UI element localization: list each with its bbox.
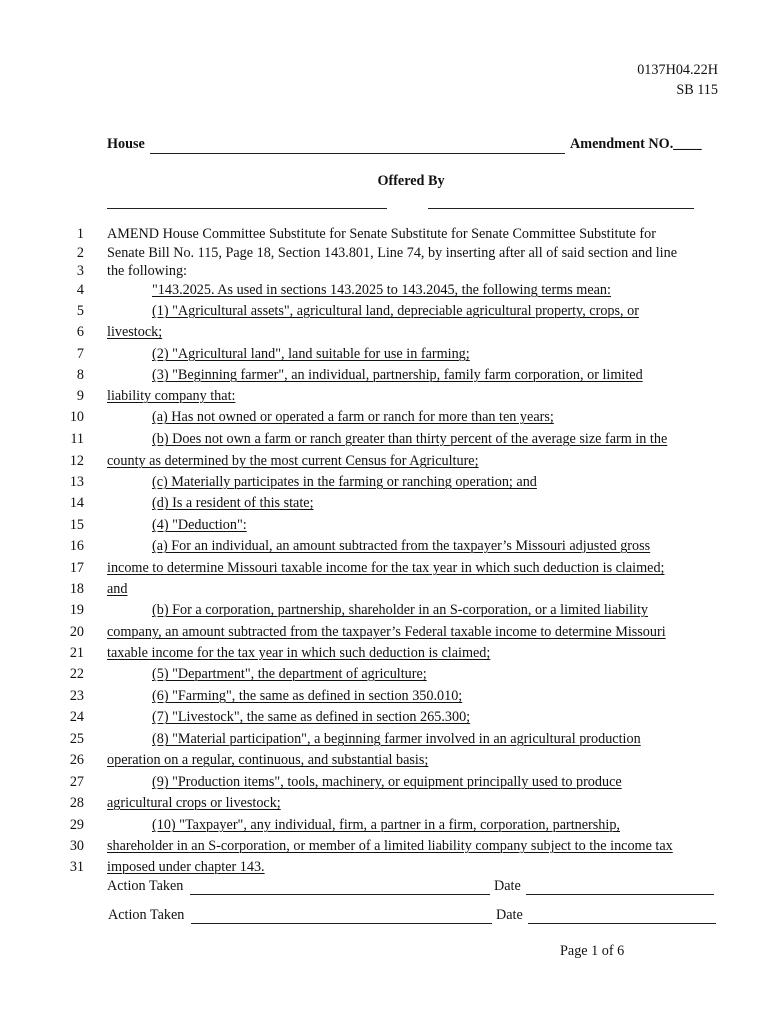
amendment-number-label: Amendment NO.____	[570, 136, 702, 152]
body-line: company, an amount subtracted from the taxpayer’s Federal taxable income to determine Missouri	[107, 624, 666, 640]
bill-number: SB 115	[676, 82, 718, 98]
line-number: 4	[76, 282, 84, 298]
line-number: 1	[76, 226, 84, 242]
line-number: 31	[69, 859, 84, 875]
offered-by-line-left	[107, 208, 387, 209]
body-line: taxable income for the tax year in which such deduction is claimed;	[107, 645, 491, 661]
body-line: (9) "Production items", tools, machinery, or equipment principally used to produce	[152, 774, 622, 790]
line-number: 5	[76, 303, 84, 319]
body-line: (a) For an individual, an amount subtracted from the taxpayer’s Missouri adjusted gross	[152, 538, 651, 554]
body-line: (3) "Beginning farmer", an individual, partnership, family farm corporation, or limited	[152, 367, 643, 383]
line-number: 22	[69, 666, 84, 682]
body-line: (b) Does not own a farm or ranch greater than thirty percent of the average size farm in the	[152, 431, 668, 447]
action-taken-label: Action Taken	[108, 907, 185, 923]
line-number: 26	[69, 752, 84, 768]
body-line: (c) Materially participates in the farming or ranching operation; and	[152, 474, 537, 490]
body-line: (1) "Agricultural assets", agricultural land, depreciable agricultural property, crops, or	[152, 303, 639, 319]
body-line: county as determined by the most current Census for Agriculture;	[107, 453, 479, 469]
action-taken-line	[191, 923, 492, 924]
body-line: imposed under chapter 143.	[107, 859, 265, 875]
body-line: (6) "Farming", the same as defined in section 350.010;	[152, 688, 463, 704]
line-number: 21	[69, 645, 84, 661]
date-label: Date	[494, 878, 521, 894]
body-line: (5) "Department", the department of agriculture;	[152, 666, 427, 682]
line-number: 3	[76, 263, 84, 279]
line-number: 24	[69, 709, 84, 725]
date-line	[528, 923, 716, 924]
action-taken-label: Action Taken	[107, 878, 184, 894]
body-line: (4) "Deduction":	[152, 517, 247, 533]
body-line: and	[107, 581, 128, 597]
body-line: (10) "Taxpayer", any individual, firm, a partner in a firm, corporation, partnership,	[152, 817, 620, 833]
body-line: (2) "Agricultural land", land suitable for use in farming;	[152, 346, 470, 362]
line-number: 16	[69, 538, 84, 554]
body-line: shareholder in an S-corporation, or member of a limited liability company subject to the income tax	[107, 838, 673, 854]
line-number: 13	[69, 474, 84, 490]
body-line: (7) "Livestock", the same as defined in section 265.300;	[152, 709, 471, 725]
line-number: 19	[69, 602, 84, 618]
line-number: 29	[69, 817, 84, 833]
body-line: income to determine Missouri taxable income for the tax year in which such deduction is claimed;	[107, 560, 665, 576]
line-number: 20	[69, 624, 84, 640]
body-line: (d) Is a resident of this state;	[152, 495, 314, 511]
line-number: 28	[69, 795, 84, 811]
body-line: (8) "Material participation", a beginning farmer involved in an agricultural production	[152, 731, 641, 747]
body-line: AMEND House Committee Substitute for Senate Substitute for Senate Committee Substitute for	[107, 226, 656, 242]
line-number: 18	[69, 581, 84, 597]
house-signature-line	[150, 153, 565, 154]
line-number: 17	[69, 560, 84, 576]
date-label: Date	[496, 907, 523, 923]
page-number: Page 1 of 6	[560, 943, 625, 959]
offered-by-label: Offered By	[377, 173, 445, 189]
line-number: 14	[69, 495, 84, 511]
house-label: House	[107, 136, 145, 152]
body-line: (a) Has not owned or operated a farm or ranch for more than ten years;	[152, 409, 554, 425]
body-line: agricultural crops or livestock;	[107, 795, 281, 811]
body-line: (b) For a corporation, partnership, shareholder in an S-corporation, or a limited liability	[152, 602, 649, 618]
line-number: 9	[76, 388, 84, 404]
line-number: 2	[76, 245, 84, 261]
body-line: Senate Bill No. 115, Page 18, Section 143.801, Line 74, by inserting after all of said section and line	[107, 245, 678, 261]
action-taken-line	[190, 894, 490, 895]
body-line: liability company that:	[107, 388, 236, 404]
body-line: "143.2025. As used in sections 143.2025 to 143.2045, the following terms mean:	[152, 282, 611, 298]
line-number: 7	[76, 346, 84, 362]
line-number: 11	[70, 431, 84, 447]
line-number: 8	[76, 367, 84, 383]
line-number: 25	[69, 731, 84, 747]
date-line	[526, 894, 714, 895]
line-number: 12	[69, 453, 84, 469]
line-number: 27	[69, 774, 84, 790]
body-line: the following:	[107, 263, 187, 279]
body-line: operation on a regular, continuous, and substantial basis;	[107, 752, 429, 768]
line-number: 30	[69, 838, 84, 854]
line-number: 10	[69, 409, 84, 425]
line-number: 23	[69, 688, 84, 704]
line-number: 6	[76, 324, 84, 340]
offered-by-line-right	[428, 208, 694, 209]
line-number: 15	[69, 517, 84, 533]
document-code: 0137H04.22H	[637, 62, 718, 78]
body-line: livestock;	[107, 324, 163, 340]
